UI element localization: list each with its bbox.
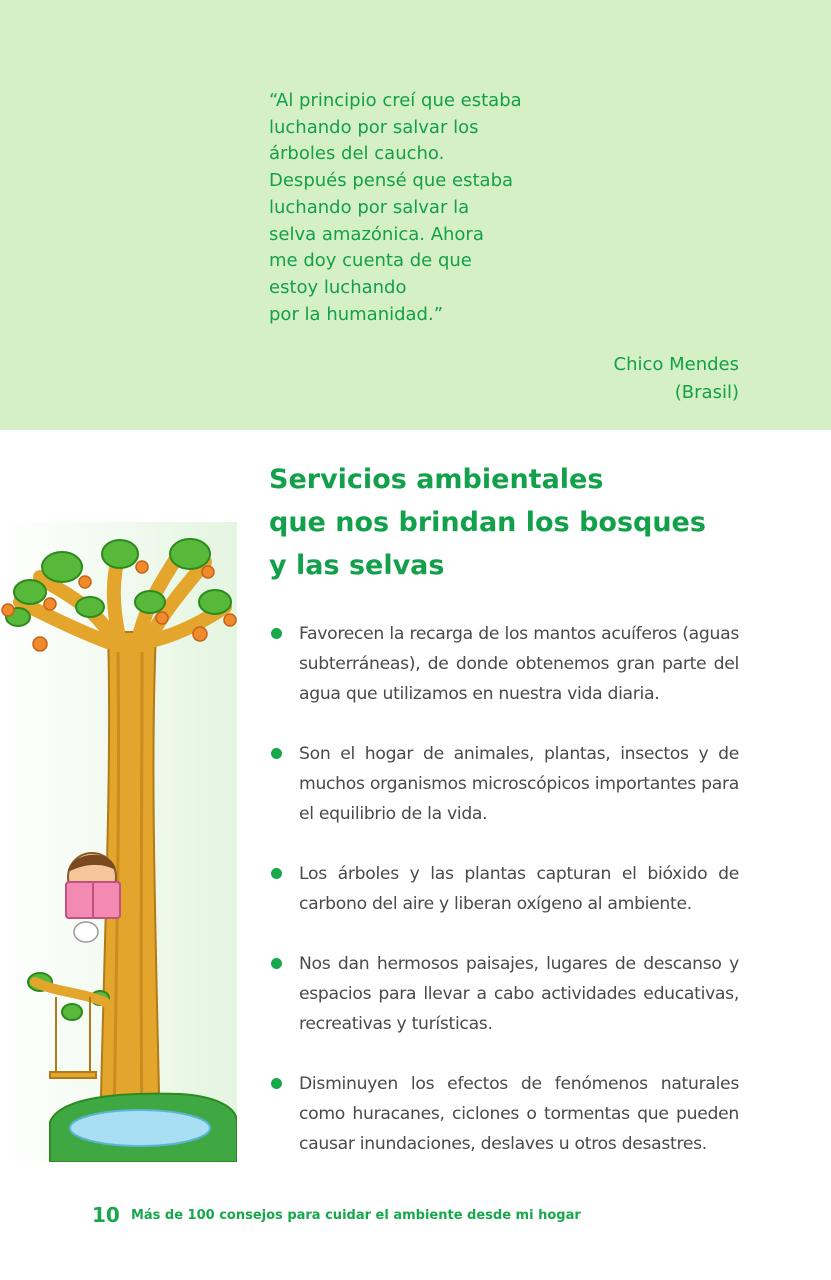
quote-line: árboles del caucho. bbox=[269, 143, 445, 165]
quote-line: por la humanidad.” bbox=[269, 303, 444, 325]
list-item-text: Favorecen la recarga de los mantos acuíferos (aguas subterráneas), de donde obtenemos gran parte del agua que utilizamos en nuestra vida diaria. bbox=[299, 624, 739, 704]
list-item-text: Son el hogar de animales, plantas, insectos y de muchos organismos microscópicos importantes para el equilibrio de la vida. bbox=[299, 744, 739, 824]
quote-line: selva amazónica. Ahora bbox=[269, 223, 484, 245]
bullet-icon bbox=[271, 628, 282, 639]
quote-line: “Al principio creí que estaba bbox=[269, 90, 522, 111]
quote bbox=[269, 88, 569, 328]
quote-line: luchando por salvar los bbox=[269, 116, 479, 138]
quote-line: Después pensé que estaba bbox=[269, 170, 514, 192]
quote-line: estoy luchando bbox=[269, 276, 407, 298]
quote-author: Chico Mendes bbox=[613, 354, 739, 375]
quote-attribution bbox=[614, 351, 740, 407]
page-number: 10 bbox=[92, 1203, 120, 1227]
section-title-line: Servicios ambientales bbox=[269, 464, 604, 495]
quote-line: luchando por salvar la bbox=[269, 196, 470, 218]
section-title bbox=[269, 458, 749, 587]
quote-country: (Brasil) bbox=[674, 382, 739, 403]
list-item bbox=[269, 739, 739, 829]
section-title-line: y las selvas bbox=[269, 550, 445, 581]
quote-line: me doy cuenta de que bbox=[269, 250, 472, 272]
bullet-icon bbox=[271, 868, 282, 879]
tree-illustration bbox=[0, 522, 237, 1162]
services-list bbox=[269, 619, 739, 1189]
book-title: Más de 100 consejos para cuidar el ambiente desde mi hogar bbox=[130, 1207, 581, 1223]
list-item-text: Los árboles y las plantas capturan el bióxido de carbono del aire y liberan oxígeno al ambiente. bbox=[299, 864, 739, 914]
pond bbox=[70, 1110, 210, 1146]
list-item bbox=[269, 949, 739, 1039]
list-item bbox=[269, 619, 739, 709]
list-item bbox=[269, 859, 739, 919]
bullet-icon bbox=[271, 1078, 282, 1089]
page-footer bbox=[92, 1203, 581, 1227]
list-item bbox=[269, 1069, 739, 1159]
list-item-text: Nos dan hermosos paisajes, lugares de descanso y espacios para llevar a cabo actividades educativas, recreativas y turísticas. bbox=[299, 954, 739, 1034]
list-item-text: Disminuyen los efectos de fenómenos naturales como huracanes, ciclones o tormentas que pueden causar inundaciones, deslaves u otros desastres. bbox=[299, 1074, 739, 1154]
bullet-icon bbox=[271, 748, 282, 759]
bullet-icon bbox=[271, 958, 282, 969]
section-title-line: que nos brindan los bosques bbox=[269, 507, 706, 538]
